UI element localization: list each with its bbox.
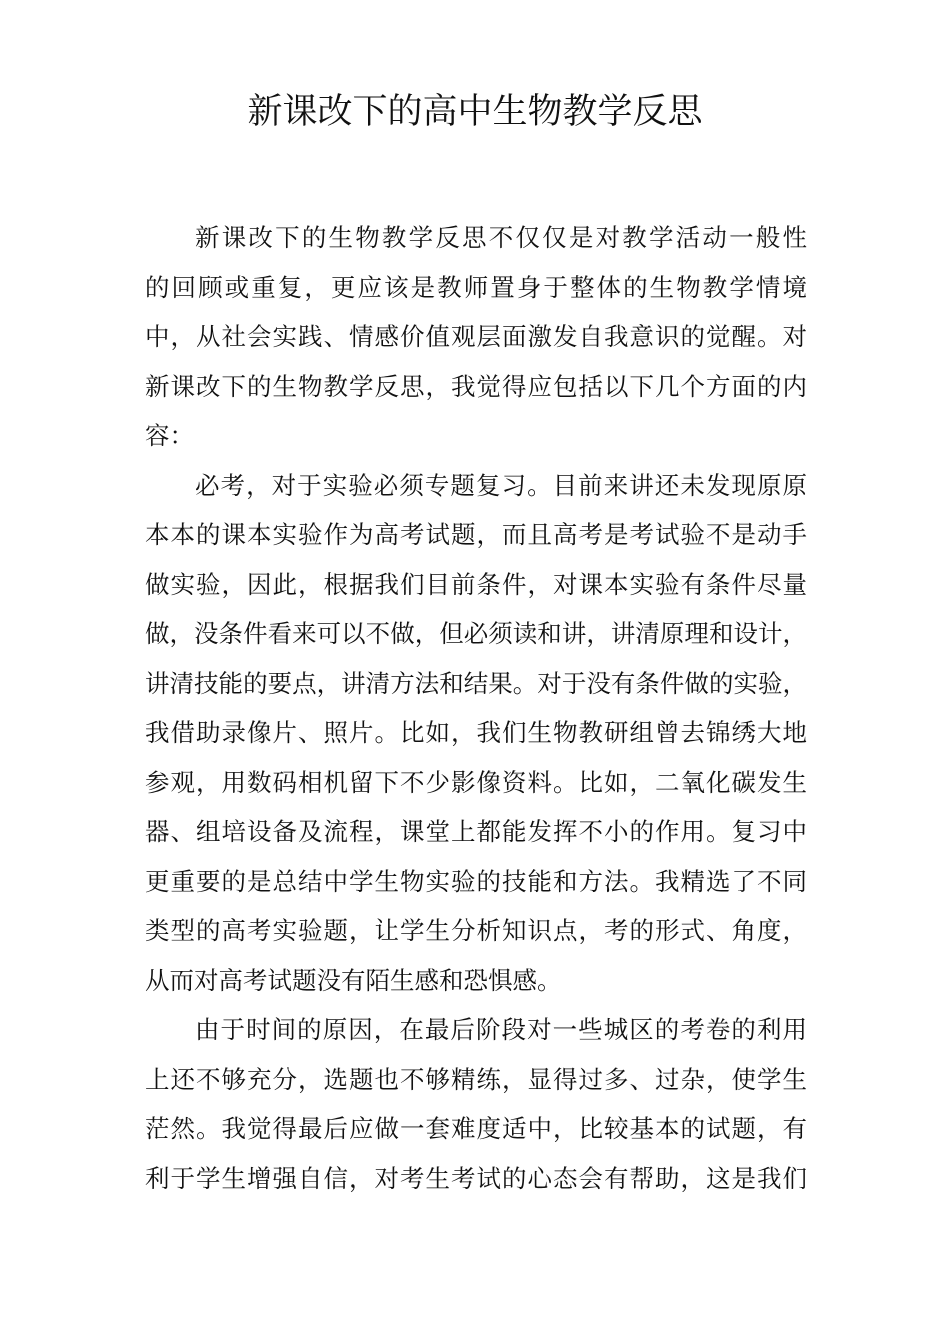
text-line: 利于学生增强自信，对考生考试的心态会有帮助，这是我们	[145, 1163, 807, 1193]
paragraph-2	[145, 461, 807, 1006]
text-line: 中，从社会实践、情感价值观层面激发自我意识的觉醒。对	[145, 322, 807, 351]
text-line: 讲清技能的要点，讲清方法和结果。对于没有条件做的实验，	[145, 668, 807, 698]
text-line: 类型的高考实验题，让学生分析知识点，考的形式、角度，	[145, 916, 807, 945]
text-line: 做实验，因此，根据我们目前条件，对课本实验有条件尽量	[145, 569, 807, 599]
text-line: 做，没条件看来可以不做，但必须读和讲，讲清原理和设计，	[145, 619, 807, 648]
paragraph-1	[145, 213, 807, 461]
text-line: 新课改下的生物教学反思不仅仅是对教学活动一般性	[195, 223, 807, 252]
text-line: 容：	[145, 421, 194, 450]
text-line: 的回顾或重复，更应该是教师置身于整体的生物教学情境	[145, 272, 807, 302]
text-line: 从而对高考试题没有陌生感和恐惧感。	[145, 965, 562, 995]
text-line: 新课改下的生物教学反思，我觉得应包括以下几个方面的内	[145, 371, 807, 401]
document-body	[145, 213, 807, 1203]
text-line: 必考，对于实验必须专题复习。目前来讲还未发现原原	[195, 470, 807, 500]
document-title: 新课改下的高中生物教学反思	[247, 92, 703, 132]
text-line: 由于时间的原因，在最后阶段对一些城区的考卷的利用	[195, 1015, 807, 1044]
text-line: 器、组培设备及流程，课堂上都能发挥不小的作用。复习中	[145, 817, 807, 846]
text-line: 本本的课本实验作为高考试题，而且高考是考试验不是动手	[145, 520, 807, 549]
text-line: 参观，用数码相机留下不少影像资料。比如，二氧化碳发生	[145, 767, 807, 797]
text-line: 茫然。我觉得最后应做一套难度适中，比较基本的试题，有	[145, 1114, 807, 1143]
text-line: 上还不够充分，选题也不够精练，显得过多、过杂，使学生	[145, 1064, 807, 1094]
text-line: 我借助录像片、照片。比如，我们生物教研组曾去锦绣大地	[145, 718, 807, 747]
paragraph-3	[145, 1005, 807, 1203]
text-line: 更重要的是总结中学生物实验的技能和方法。我精选了不同	[145, 866, 807, 896]
